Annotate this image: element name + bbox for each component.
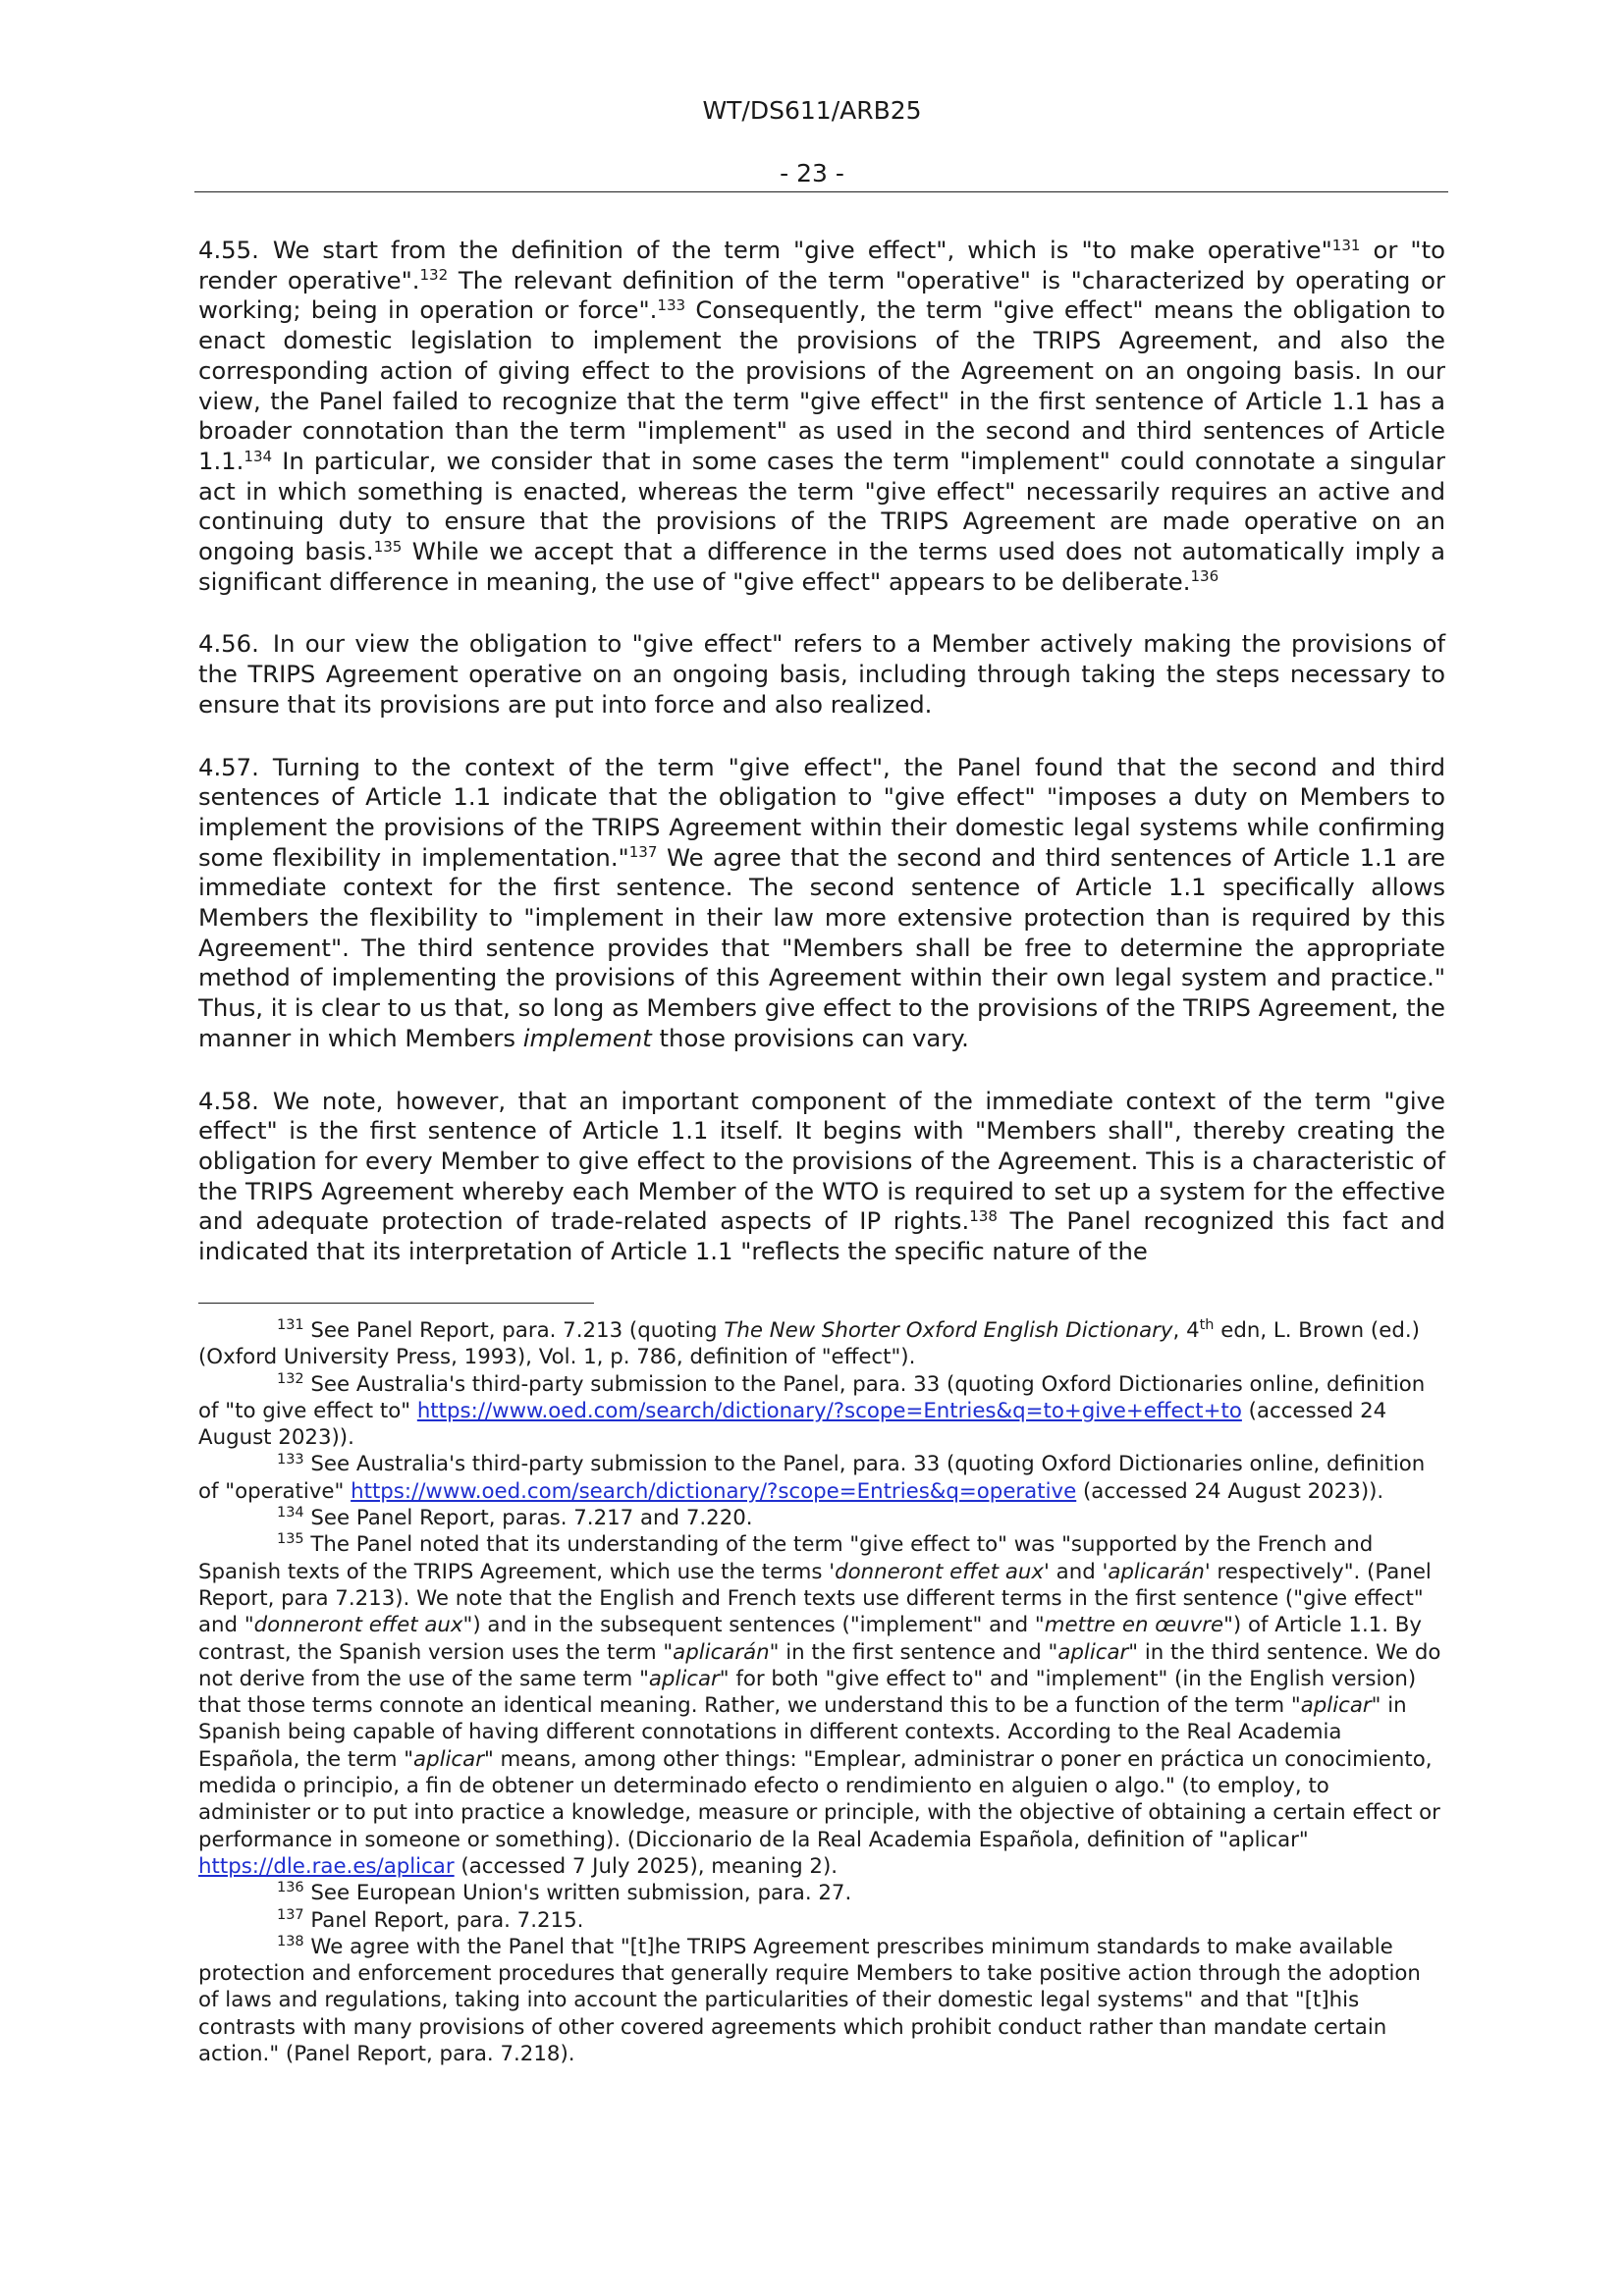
footnote-132 bbox=[198, 1371, 1445, 1452]
footnote-text: (accessed 24 August 2023)). bbox=[1076, 1478, 1384, 1504]
emphasis-text: aplicarán bbox=[1108, 1559, 1205, 1584]
paragraph-text: Consequently, the term "give effect" means the obligation to enact domestic legislation to implement the provisions of the TRIPS Agreement, and also the corresponding action of giving effect to the provisions of the Agreement on an ongoing basis. In our view, the Panel failed to recognize that the term "give effect" in the first sentence of Article 1.1 has a broader connotation than the term "implement" as used in the second and third sentences of Article 1.1. bbox=[198, 295, 1445, 475]
footnote-ref: 137 bbox=[628, 843, 658, 862]
paragraph-text: Turning to the context of the term "give effect", the Panel found that the second and third sentences of Article 1.1 indicate that the obligation to "give effect" "imposes a duty on Members to implement the provisions of the TRIPS Agreement within their domestic legal systems while confirming some flexibility in implementation." bbox=[198, 752, 1445, 872]
footnote-text: Panel Report, para. 7.215. bbox=[303, 1907, 584, 1933]
footnote-number: 133 bbox=[277, 1451, 304, 1468]
emphasis-text: donneront effet aux bbox=[253, 1613, 463, 1638]
footnote-number: 135 bbox=[277, 1531, 304, 1548]
footnote-ref: 138 bbox=[969, 1207, 998, 1226]
paragraph-4-58 bbox=[198, 1087, 1445, 1267]
footnote-number: 137 bbox=[277, 1906, 304, 1923]
emphasis-text: implement bbox=[522, 1023, 652, 1052]
footnote-text: See Australia's third-party submission to the Panel, para. 33 (quoting Oxford Dictionaries online, definition of "operative" bbox=[198, 1452, 1426, 1504]
footnote-133 bbox=[198, 1451, 1445, 1505]
oed-link[interactable]: https://www.oed.com/search/dictionary/?scope=Entries&q=operative bbox=[351, 1478, 1077, 1504]
footnote-text: ' respectively". (Panel Report, para 7.213). We note that the English and French texts use different terms in the first sentence ("give effect" and " bbox=[198, 1559, 1432, 1638]
footnote-text: and ' bbox=[1049, 1559, 1109, 1584]
footnote-text: " in the first sentence and " bbox=[769, 1639, 1058, 1665]
footnote-text: " in Spanish being capable of having different connotations in different contexts. According to the Real Academia Española, the term " bbox=[198, 1693, 1407, 1772]
footnote-number: 136 bbox=[277, 1880, 304, 1896]
paragraph-text: We agree that the second and third sentences of Article 1.1 are immediate context for the first sentence. The second sentence of Article 1.1 specifically allows Members the flexibility to "implement in their law more extensive protection than is required by this Agreement". The third sentence provides that "Members shall be free to determine the appropriate method of implementing the provisions of this Agreement within their own legal system and practice." Thus, it is clear to us that, so long as Members give effect to the provisions of the TRIPS Agreement, the manner in which Members bbox=[198, 842, 1446, 1052]
emphasis-text: aplicarán bbox=[673, 1639, 770, 1665]
paragraph-number: 4.56. bbox=[198, 629, 259, 659]
footnote-ref: 134 bbox=[244, 447, 273, 465]
footnotes bbox=[198, 1317, 1445, 2067]
emphasis-text: aplicar bbox=[1057, 1639, 1129, 1665]
footnote-text: See Australia's third-party submission to the Panel, para. 33 (quoting Oxford Dictionaries online, definition of "to give effect to" bbox=[198, 1371, 1426, 1423]
paragraph-number: 4.55. bbox=[198, 236, 259, 264]
emphasis-text: aplicar bbox=[648, 1666, 720, 1691]
footnote-ref: 131 bbox=[1331, 236, 1361, 254]
footnote-138 bbox=[198, 1934, 1445, 2067]
footnote-text: , 4 bbox=[1172, 1318, 1200, 1343]
footnote-text: (accessed 7 July 2025), meaning 2). bbox=[454, 1853, 839, 1879]
footnote-text: " in the third sentence. We do not derive from the use of the same term " bbox=[198, 1639, 1441, 1691]
paragraph-text: In particular, we consider that in some cases the term "implement" could connotate a singular act in which something is enacted, whereas the term "give effect" necessarily requires an active and continuing duty to ensure that the provisions of the TRIPS Agreement are made operative on an ongoing basis. bbox=[198, 446, 1445, 566]
page-number: - 23 - bbox=[780, 159, 844, 187]
emphasis-text: The New Shorter Oxford English Dictionary bbox=[724, 1318, 1173, 1343]
footnote-134 bbox=[198, 1505, 1445, 1531]
oed-link[interactable]: https://www.oed.com/search/dictionary/?scope=Entries&q=to+give+effect+to bbox=[416, 1398, 1242, 1423]
paragraph-text: or "to render operative". bbox=[198, 236, 1445, 294]
footnote-separator bbox=[198, 1303, 594, 1304]
footnote-text: ") and in the subsequent sentences ("implement" and " bbox=[462, 1613, 1045, 1638]
document-reference: WT/DS611/ARB25 bbox=[702, 96, 922, 125]
paragraph-text: In our view the obligation to "give effect" refers to a Member actively making the provisions of the TRIPS Agreement operative on an ongoing basis, including through taking the steps necessary to ensure that its provisions are put into force and also realized. bbox=[198, 629, 1445, 719]
footnote-135 bbox=[198, 1531, 1445, 1880]
paragraph-4-57 bbox=[198, 753, 1445, 1054]
footnote-number: 134 bbox=[277, 1505, 304, 1522]
paragraph-4-56 bbox=[198, 629, 1445, 720]
emphasis-text: 'donneront effet aux' bbox=[829, 1559, 1050, 1584]
footnote-text: edn, L. Brown (ed.) (Oxford University Press, 1993), Vol. 1, p. 786, definition of "effect"). bbox=[198, 1318, 1420, 1370]
footnote-ref: 135 bbox=[373, 537, 403, 556]
footnote-137 bbox=[198, 1907, 1445, 1934]
body-text bbox=[198, 236, 1445, 1300]
emphasis-text: aplicar bbox=[413, 1746, 484, 1772]
paragraph-text: The Panel recognized this fact and indicated that its interpretation of Article 1.1 "reflects the specific nature of the bbox=[198, 1206, 1445, 1266]
footnote-text: " for both "give effect to" and "implement" (in the English version) that those terms connote an identical meaning. Rather, we understand this to be a function of the term " bbox=[198, 1666, 1417, 1719]
paragraph-text: We start from the definition of the term "give effect", which is "to make operative" bbox=[272, 236, 1332, 264]
footnote-number: 131 bbox=[277, 1317, 304, 1334]
footnote-text: The Panel noted that its understanding of the term "give effect to" was "supported by the French and Spanish texts of the TRIPS Agreement, which use the terms bbox=[198, 1532, 1374, 1584]
footnote-text: ") of Article 1.1. By contrast, the Spanish version uses the term " bbox=[198, 1613, 1423, 1665]
footnote-text: See Panel Report, paras. 7.217 and 7.220. bbox=[303, 1506, 753, 1531]
emphasis-text: mettre en œuvre bbox=[1044, 1613, 1224, 1638]
paragraph-number: 4.58. bbox=[198, 1086, 259, 1115]
paragraph-4-55 bbox=[198, 236, 1445, 597]
paragraph-number: 4.57. bbox=[198, 752, 259, 781]
footnote-number: 138 bbox=[277, 1933, 304, 1949]
footnote-text: We agree with the Panel that "[t]he TRIPS Agreement prescribes minimum standards to make available protection and enforcement procedures that generally require Members to take positive action through the adoption of laws and regulations, taking into account the particularities of their domestic legal systems" and that "[t]his contrasts with many provisions of other covered agreements which prohibit conduct rather than mandate certain action." (Panel Report, para. 7.218). bbox=[198, 1934, 1421, 2067]
footnote-text: See Panel Report, para. 7.213 (quoting bbox=[303, 1318, 725, 1343]
footnote-ref: 136 bbox=[1190, 567, 1219, 586]
footnote-ref: 132 bbox=[419, 266, 449, 285]
paragraph-text: We note, however, that an important component of the immediate context of the term "give effect" is the first sentence of Article 1.1 itself. It begins with "Members shall", thereby creating the obligation for every Member to give effect to the provisions of the Agreement. This is a characteristic of the TRIPS Agreement whereby each Member of the WTO is required to set up a system for the effective and adequate protection of trade-related aspects of IP rights. bbox=[198, 1086, 1445, 1236]
ordinal-suffix: th bbox=[1199, 1317, 1215, 1334]
footnote-ref: 133 bbox=[657, 296, 686, 315]
paragraph-text: The relevant definition of the term "operative" is "characterized by operating or working; being in operation or force". bbox=[198, 265, 1445, 325]
emphasis-text: aplicar bbox=[1300, 1693, 1372, 1719]
footnote-text: See European Union's written submission, para. 27. bbox=[303, 1881, 852, 1906]
footnote-number: 132 bbox=[277, 1370, 304, 1387]
header-rule bbox=[194, 191, 1448, 192]
footnote-136 bbox=[198, 1880, 1445, 1906]
footnote-131 bbox=[198, 1317, 1445, 1371]
paragraph-text: those provisions can vary. bbox=[651, 1023, 969, 1052]
footnote-text: " means, among other things: "Emplear, administrar o poner en práctica un conocimiento, medida o principio, a fin de obtener un determinado efecto o rendimiento en alguien o algo." (to employ, to administer or to put into practice a knowledge, measure or principle, with the objective of obtaining a certain effect or performance in someone or something). (Diccionario de la Real Academia Española, definition of "aplicar" bbox=[198, 1746, 1440, 1852]
rae-link[interactable]: https://dle.rae.es/aplicar bbox=[198, 1853, 455, 1879]
paragraph-text: While we accept that a difference in the terms used does not automatically imply a significant difference in meaning, the use of "give effect" appears to be deliberate. bbox=[198, 537, 1446, 596]
footnote-text: (accessed 24 August 2023)). bbox=[198, 1398, 1387, 1451]
